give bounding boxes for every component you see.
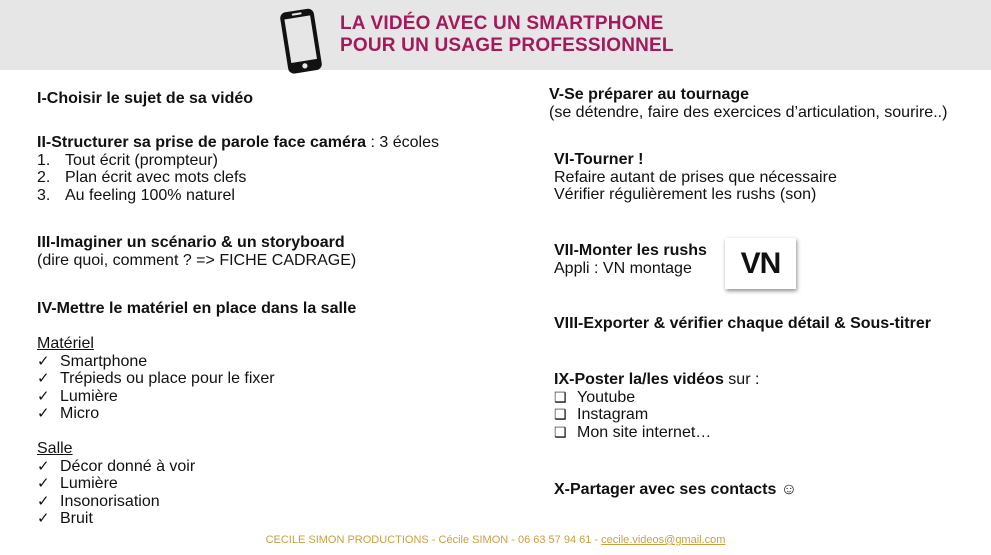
- numbered-item: [37, 187, 439, 205]
- section-2: [37, 134, 439, 204]
- materiel-list: [37, 335, 275, 423]
- footer-email-link[interactable]: cecile.videos@gmail.com: [601, 534, 726, 546]
- salle-list: [37, 440, 195, 528]
- section-5: [549, 86, 947, 121]
- section-6-line: Vérifier régulièrement les rushs (son): [554, 186, 817, 203]
- section-3-title: III-Imaginer un scénario & un storyboard: [37, 234, 345, 251]
- salle-heading: Salle: [37, 440, 73, 457]
- item-text: Tout écrit (prompteur): [65, 151, 218, 169]
- checkbox-item: [554, 406, 759, 424]
- check-icon: ✓: [37, 510, 50, 527]
- section-8-title: VIII-Exporter & vérifier chaque détail & Sous-titrer: [554, 315, 931, 332]
- check-item-text: Smartphone: [60, 352, 148, 370]
- check-icon: ✓: [37, 405, 50, 422]
- footer: [0, 534, 991, 546]
- section-6-title: VI-Tourner !: [554, 151, 644, 168]
- checkbox-item: [554, 389, 759, 407]
- check-item: [37, 388, 275, 406]
- check-item: [37, 475, 195, 493]
- checkbox-item-text: Youtube: [577, 388, 636, 406]
- check-item-text: Décor donné à voir: [60, 457, 196, 475]
- check-item-text: Lumière: [60, 387, 118, 405]
- check-icon: ✓: [37, 352, 50, 370]
- check-icon: ✓: [37, 475, 50, 492]
- check-item-text: Trépieds ou place pour le fixer: [60, 370, 275, 387]
- footer-contact: CECILE SIMON PRODUCTIONS - Cécile SIMON - 06 63 57 94 61 -: [265, 534, 599, 546]
- smiley-icon: ☺: [780, 481, 798, 498]
- section-6: [554, 151, 837, 204]
- section-4-title: IV-Mettre le matériel en place dans la salle: [37, 300, 357, 317]
- check-item: [37, 493, 195, 511]
- section-9-suffix: sur :: [723, 371, 760, 388]
- section-6-line: Refaire autant de prises que nécessaire: [554, 168, 837, 186]
- section-10-title: X-Partager avec ses contacts: [554, 481, 777, 498]
- section-9: [554, 371, 759, 441]
- section-3-subtitle: (dire quoi, comment ? => FICHE CADRAGE): [37, 251, 357, 269]
- section-9-title: IX-Poster la/les vidéos: [554, 371, 724, 388]
- check-item: [37, 458, 195, 476]
- numbered-item: [37, 152, 439, 170]
- check-item: [37, 405, 275, 423]
- section-5-title: V-Se préparer au tournage: [549, 86, 750, 103]
- check-icon: ✓: [37, 492, 50, 510]
- smartphone-icon: [276, 6, 328, 76]
- check-item: [37, 353, 275, 371]
- checkbox-item: [554, 424, 759, 442]
- header-banner: [0, 0, 991, 70]
- check-item-text: Bruit: [60, 510, 93, 527]
- title-line-2: POUR UN USAGE PROFESSIONNEL: [340, 35, 674, 56]
- materiel-heading: Matériel: [37, 335, 94, 352]
- check-item-text: Micro: [60, 405, 100, 422]
- section-7-subtitle: Appli : VN montage: [554, 259, 692, 277]
- section-3: [37, 234, 356, 269]
- check-item-text: Insonorisation: [60, 492, 160, 510]
- section-1-title: I-Choisir le sujet de sa vidéo: [37, 90, 254, 107]
- section-2-title: II-Structurer sa prise de parole face caméra: [37, 134, 367, 151]
- vn-app-logo: VN: [725, 238, 796, 289]
- check-icon: ✓: [37, 457, 50, 475]
- item-number: 2.: [37, 169, 51, 186]
- title-line-1: LA VIDÉO AVEC UN SMARTPHONE: [340, 13, 664, 34]
- numbered-item: [37, 169, 439, 187]
- checkbox-icon: ❑: [554, 423, 567, 440]
- section-2-suffix: : 3 écoles: [366, 134, 439, 151]
- check-icon: ✓: [37, 387, 50, 405]
- item-number: 3.: [37, 186, 51, 204]
- section-5-subtitle: (se détendre, faire des exercices d’articulation, sourire..): [549, 103, 948, 121]
- check-item: [37, 510, 195, 528]
- item-text: Au feeling 100% naturel: [65, 186, 235, 204]
- check-item: [37, 370, 275, 388]
- section-7: [554, 242, 707, 277]
- checkbox-item-text: Mon site internet…: [577, 423, 712, 441]
- page-title: [340, 13, 674, 57]
- checkbox-icon: ❑: [554, 388, 567, 405]
- checkbox-icon: ❑: [554, 406, 567, 422]
- check-icon: ✓: [37, 370, 50, 387]
- item-text: Plan écrit avec mots clefs: [65, 169, 247, 186]
- section-7-title: VII-Monter les rushs: [554, 242, 707, 259]
- section-10: [554, 481, 797, 499]
- check-item-text: Lumière: [60, 475, 118, 492]
- checkbox-item-text: Instagram: [577, 406, 649, 423]
- item-number: 1.: [37, 151, 51, 169]
